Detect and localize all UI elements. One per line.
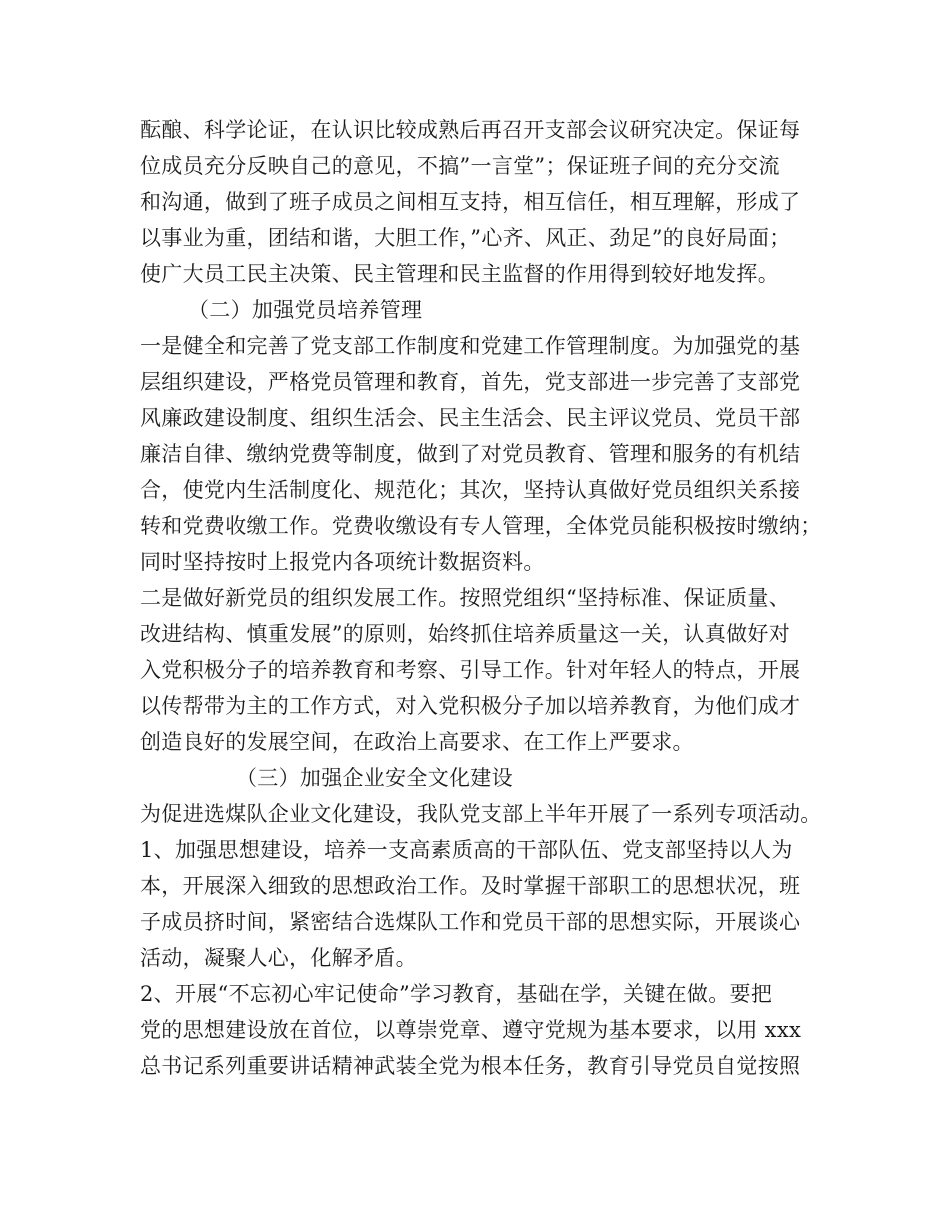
paragraph-line: 转和党费收缴工作。党费收缴设有专人管理，全体党员能积极按时缴纳；: [140, 514, 822, 538]
document-body: [140, 112, 830, 1084]
paragraph-line: 2、开展“不忘初心牢记使命”学习教育，基础在学，关键在做。要把: [140, 982, 773, 1006]
paragraph-line: 总书记系列重要讲话精神武装全党为根本任务，教育引导党员自觉按照: [140, 1054, 801, 1078]
paragraph-line: 本，开展深入细致的思想政治工作。及时掌握干部职工的思想状况，班: [140, 874, 801, 898]
paragraph-line: 酝酿、科学论证，在认识比较成熟后再召开支部会议研究决定。保证每: [140, 118, 801, 142]
paragraph-line: 为促进选煤队企业文化建设，我队党支部上半年开展了一系列专项活动。: [140, 802, 822, 826]
section-heading-3: （三）加强企业安全文化建设: [236, 766, 513, 790]
paragraph-line: 风廉政建设制度、组织生活会、民主生活会、民主评议党员、党员干部: [140, 406, 801, 430]
paragraph-line: 层组织建设，严格党员管理和教育，首先，党支部进一步完善了支部党: [140, 370, 801, 394]
paragraph-line: 和沟通，做到了班子成员之间相互支持，相互信任，相互理解，形成了: [140, 190, 801, 214]
paragraph-line: 一是健全和完善了党支部工作制度和党建工作管理制度。为加强党的基: [140, 334, 801, 358]
paragraph-line: 改进结构、慎重发展”的原则，始终抓住培养质量这一关，认真做好对: [140, 622, 791, 646]
paragraph-line: 入党积极分子的培养教育和考察、引导工作。针对年轻人的特点，开展: [140, 658, 801, 682]
section-heading-2: （二）加强党员培养管理: [188, 298, 423, 322]
paragraph-line: 使广大员工民主决策、民主管理和民主监督的作用得到较好地发挥。: [140, 262, 779, 286]
paragraph-line: 子成员挤时间，紧密结合选煤队工作和党员干部的思想实际，开展谈心: [140, 910, 801, 934]
paragraph-line: 1、加强思想建设，培养一支高素质高的干部队伍、党支部坚持以人为: [140, 838, 793, 862]
paragraph-line: 位成员充分反映自己的意见，不搞”一言堂”；保证班子间的充分交流: [140, 154, 780, 178]
paragraph-line: 以传帮带为主的工作方式，对入党积极分子加以培养教育，为他们成才: [140, 694, 801, 718]
paragraph-line: 同时坚持按时上报党内各项统计数据资料。: [140, 550, 545, 574]
paragraph-line: 创造良好的发展空间，在政治上高要求、在工作上严要求。: [140, 730, 694, 754]
paragraph-line: 二是做好新党员的组织发展工作。按照党组织“坚持标准、保证质量、: [140, 586, 791, 610]
paragraph-line: 廉洁自律、缴纳党费等制度，做到了对党员教育、管理和服务的有机结: [140, 442, 801, 466]
paragraph-line: 党的思想建设放在首位，以尊崇党章、遵守党规为基本要求，以用 xxx: [140, 1018, 802, 1042]
paragraph-line: 以事业为重，团结和谐，大胆工作，”心齐、风正、劲足”的良好局面；: [140, 226, 791, 250]
paragraph-line: 合，使党内生活制度化、规范化；其次，坚持认真做好党员组织关系接: [140, 478, 801, 502]
paragraph-line: 活动，凝聚人心，化解矛盾。: [140, 946, 417, 970]
